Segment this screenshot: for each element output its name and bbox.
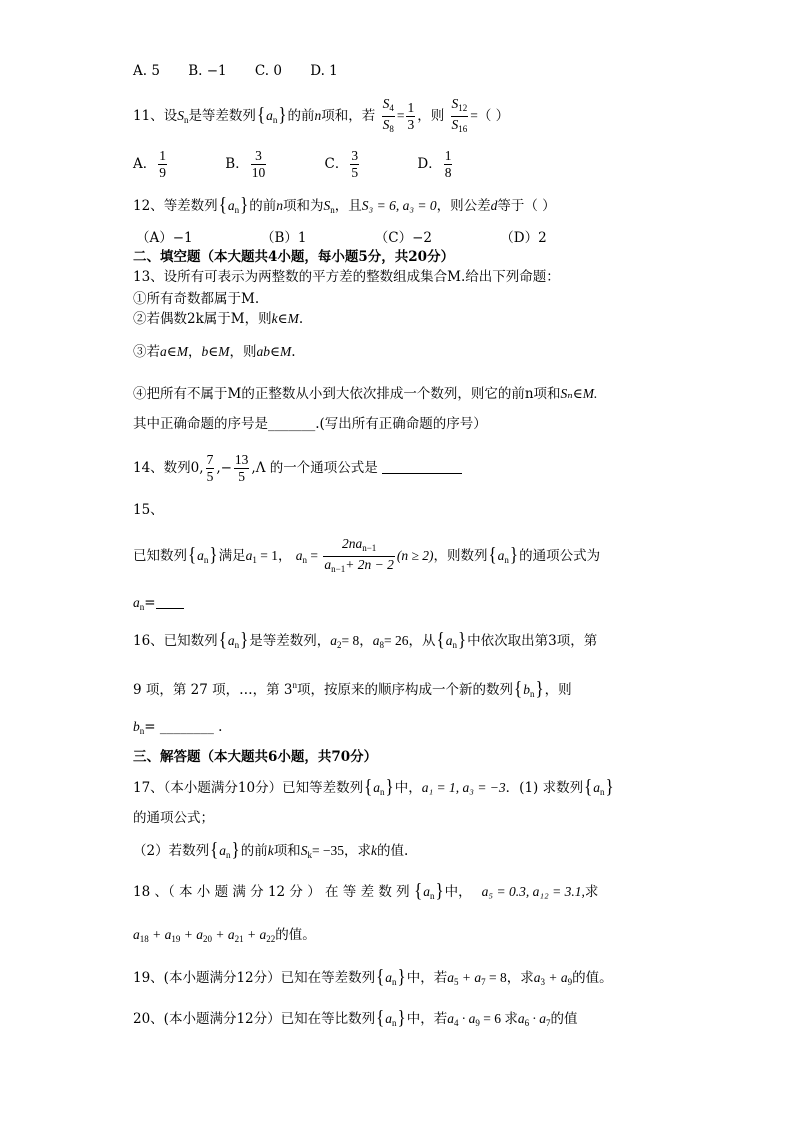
condition: = 26: [384, 633, 409, 648]
fraction-num: 1: [444, 148, 452, 163]
question-16-line-3: $b_n=$ ________ .: [133, 719, 223, 736]
math: Sₙ∈M.: [560, 386, 598, 401]
fraction-num: 13: [234, 452, 249, 467]
fraction-den: 5: [351, 165, 359, 180]
text: 19、(本小题满分12分）已知在等差数列: [133, 970, 376, 986]
text: 的前: [240, 843, 268, 859]
recurrence-fraction: $\frac{2na_{n-1}}{a_{n-1}+ 2n - 2}$: [324, 536, 394, 574]
text: 中，若: [406, 1011, 448, 1027]
text: （2）若数列: [133, 843, 210, 859]
text: 的一个通项公式是: [269, 460, 378, 476]
text: 求: [584, 884, 599, 900]
q13-proposition-1: ①所有奇数都属于M.: [133, 291, 260, 307]
text: ②若偶数2k属于M，则: [133, 311, 272, 327]
question-number: 12、: [133, 198, 164, 214]
text: ．(1) 求数列: [505, 780, 584, 796]
q13-proposition-2: ②若偶数2k属于M，则k∈M.: [133, 311, 304, 327]
text: 20、(本小题满分12分）已知在等比数列: [133, 1011, 376, 1027]
text: 项和: [273, 843, 301, 859]
text: ，则数列: [433, 548, 488, 564]
question-17-line-3: （2）若数列$\{a_n\}$的前k项和$S_k= -35$，求k的值.: [133, 838, 409, 861]
math: k∈M: [271, 311, 299, 326]
q13-intro: 13、设所有可表示为两整数的平方差的整数组成集合M.给出下列命题：: [133, 269, 560, 285]
answer-blank[interactable]: [156, 594, 184, 609]
math: ab∈M: [256, 344, 292, 359]
text: 中，: [394, 780, 422, 796]
option-label: A．: [133, 156, 157, 172]
question-18-line-2: $a_{18} + a_{19} + a_{20} + a_{21} + a_{22}$的值。: [133, 927, 316, 944]
text: 16、已知数列: [133, 633, 218, 649]
text: 的值。: [275, 927, 316, 943]
fraction-den: 5: [206, 469, 214, 484]
condition: S₃ = 6, a₃ = 0: [361, 198, 437, 213]
question-16-line-1: 16、已知数列$\{a_n\}$是等差数列，$a_2= 8$，$a_8= 26$，从$\{a_n\}$中依次取出第3项，第: [133, 628, 598, 651]
question-17-line-2: 的通项公式；: [133, 810, 214, 826]
condition: a₁ = 1, a₃ = −3: [421, 780, 506, 795]
section-3-heading: 三、解答题（本大题共6小题，共70分）: [133, 749, 378, 765]
math: a∈M: [160, 344, 188, 359]
q13-proposition-3: ③若a∈M，b∈M，则ab∈M.: [133, 344, 296, 360]
answer-blank[interactable]: [382, 459, 462, 474]
q10-option-b: B. −1: [188, 63, 227, 79]
q15-answer-line: $a_n=$: [133, 593, 184, 617]
q13-proposition-4: [133, 384, 597, 404]
text: 的值: [550, 1011, 578, 1027]
fraction-num: 7: [206, 452, 214, 467]
text: （ ）: [477, 108, 510, 124]
text: ，则: [544, 682, 572, 698]
option-label: D．: [417, 156, 442, 172]
q13-tail: 其中正确命题的序号是_______.(写出所有正确命题的序号）: [133, 416, 487, 432]
q15-number: 15、: [133, 502, 164, 518]
text: 18 、（ 本 小 题 满 分 12 分 ） 在 等 差 数 列: [133, 884, 410, 900]
question-12: 12、等差数列$\{a_n\}$的前n项和为$S_n$，且S₃ = 6, a₃ = 0，则公差d等于（ ）: [133, 193, 556, 216]
text: 项和为: [283, 198, 324, 214]
option: （A）−1: [136, 230, 193, 246]
text: ，: [188, 344, 202, 360]
question-17-line-1: 17、（本小题满分10分）已知等差数列$\{a_n\}$中，a₁ = 1, a₃ = −3．(1) 求数列$\{a_n\}$: [133, 775, 614, 798]
q10-option-c: C. 0: [254, 63, 282, 79]
question-16-line-2: 9 项，第 27 项，…，第 3$^n$项，按原来的顺序构成一个新的数列$\{b_n\}$，则: [133, 677, 572, 700]
text: ④把所有不属于M的正整数从小到大依次排成一个数列，则它的前n项和: [133, 386, 561, 402]
text: 9 项，第 27 项，…，第 3: [133, 682, 293, 698]
question-14: 14、数列0, $\frac{7}{5}$ ,− $\frac{13}{5}$ ,Λ 的一个通项公式是: [133, 452, 462, 485]
question-number: 11、: [133, 108, 164, 124]
text: 的前: [287, 108, 315, 124]
text: ，从: [408, 633, 436, 649]
text: 14、数列0,: [133, 460, 204, 476]
q10-option-d: D. 1: [310, 63, 338, 79]
text: 的通项公式为: [519, 548, 601, 564]
text: 中，: [444, 884, 472, 900]
text: 满足: [218, 548, 246, 564]
question-15: 已知数列$\{a_n\}$满足$a_1 = 1$， $a_n$ = $\frac{2na_{n-1}}{a_{n-1}+ 2n - 2}$ (n ≥ 2)，则数列$\{a_n\}$的通项公式为: [133, 536, 600, 577]
text: ，求: [344, 843, 372, 859]
text: 中依次取出第3项，第: [467, 633, 598, 649]
text: ，则: [417, 108, 445, 124]
q10-option-a: A. 5: [133, 63, 160, 79]
fraction-one-third: $\frac{1}{3}$: [407, 100, 415, 132]
option-label: B．: [225, 156, 249, 172]
condition: (n ≥ 2): [396, 548, 434, 563]
condition: a₅ = 0.3, a₁₂ = 3.1,: [481, 884, 585, 899]
fraction-den: 8: [444, 165, 452, 180]
fraction-den: 5: [238, 469, 246, 484]
text: 是等差数列，: [249, 633, 331, 649]
option: （D）2: [500, 230, 547, 246]
text: 的前: [249, 198, 277, 214]
text: 等于（ ）: [497, 198, 556, 214]
question-20: 20、(本小题满分12分）已知在等比数列$\{a_n\}$中，若$a_4 \cdot a_9 = 6$ 求$a_6 \cdot a_7$的值: [133, 1006, 578, 1029]
question-19: 19、(本小题满分12分）已知在等差数列$\{a_n\}$中，若$a_5 + a_7 = 8$，求$a_3 + a_9$的值。: [133, 965, 613, 988]
question-18-line-1: 18 、（ 本 小 题 满 分 12 分 ） 在 等 差 数 列 $\{a_n\}$中， a₅ = 0.3, a₁₂ = 3.1,求: [133, 879, 599, 902]
text: 求: [504, 1011, 518, 1027]
option-label: C．: [324, 156, 349, 172]
text: = ________ .: [144, 719, 223, 735]
question-11: 11、设$S_n$是等差数列$\{a_n\}$的前n项和，若 $\frac{S_4}{S_8}$ = $\frac{1}{3}$ ，则 $\frac{S_{12}}{S_{16}}$ =（ ）: [133, 96, 509, 137]
text: ，且: [334, 198, 362, 214]
text: =: [144, 595, 156, 611]
fraction-den: 9: [159, 165, 166, 180]
text: 17、（本小题满分10分）已知等差数列: [133, 780, 364, 796]
math: b∈M: [201, 344, 230, 359]
text: ，求: [506, 970, 534, 986]
fraction-num: 3: [351, 148, 359, 163]
text: 设: [163, 108, 178, 124]
text: ③若: [133, 344, 160, 360]
text: 项，按原来的顺序构成一个新的数列: [297, 682, 514, 698]
q10-options: [133, 61, 338, 81]
fraction-den-rest: + 2n − 2: [345, 557, 394, 572]
text: ，: [277, 548, 292, 564]
condition: = 8: [341, 633, 360, 648]
option: （B）1: [260, 230, 307, 246]
ratio-s12-s16: $\frac{S_{12}}{S_{16}}$: [451, 96, 468, 134]
fraction-den: a: [324, 557, 332, 572]
fraction-num: 2na: [341, 536, 363, 551]
fraction-num: 3: [251, 148, 267, 165]
ratio-s4-s8: $\frac{S_4}{S_8}$: [382, 96, 394, 134]
text: 项和，若: [321, 108, 376, 124]
condition: = −35: [311, 843, 345, 858]
text: 的值。: [572, 970, 613, 986]
text: 的值.: [377, 843, 409, 859]
text: ，则: [229, 344, 257, 360]
q12-options: [136, 228, 547, 248]
text: ，则公差: [436, 198, 491, 214]
fraction-den: 10: [251, 165, 266, 180]
fraction-num: 1: [159, 148, 166, 163]
q11-options: [133, 148, 454, 181]
text: 是等差数列: [188, 108, 256, 124]
text: 已知数列: [133, 548, 187, 564]
text: 等差数列: [163, 198, 218, 214]
option: （C）−2: [374, 230, 432, 246]
section-2-heading: 二、填空题（本大题共4小题，每小题5分，共20分）: [133, 249, 455, 265]
text: 中，若: [406, 970, 448, 986]
